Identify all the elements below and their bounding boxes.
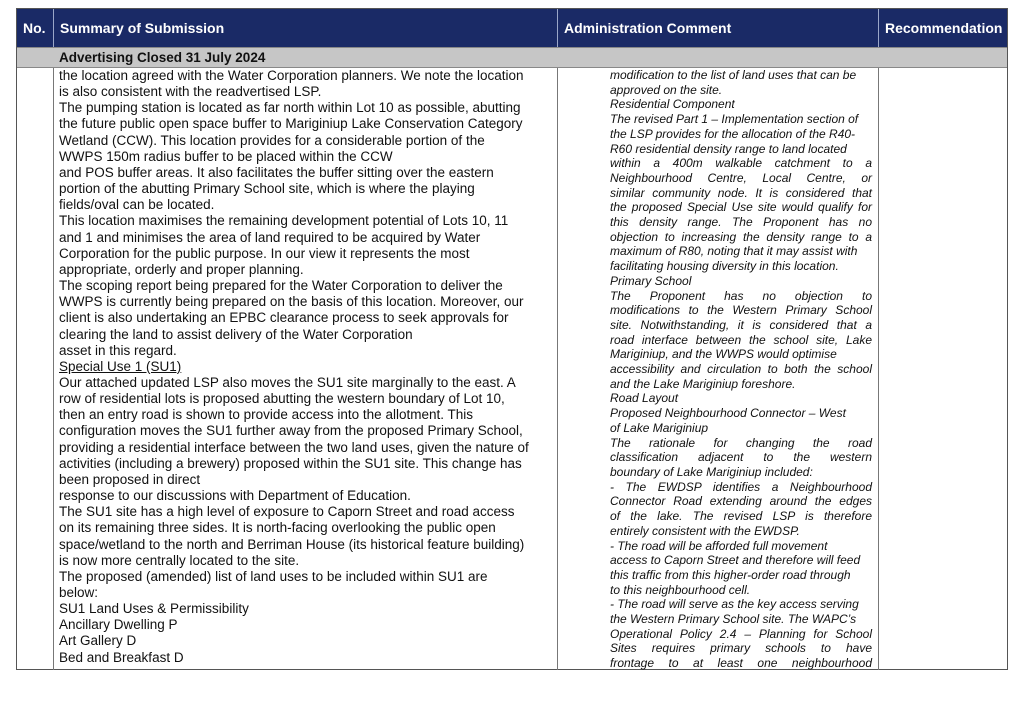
admin-comment-line: the Western Primary School site. The WAPC’s [610,612,857,627]
summary-line: The proposed (amended) list of land uses to be included within SU1 are [59,568,488,584]
summary-line: been proposed in direct [59,471,201,487]
column-divider [878,68,879,670]
admin-comment-line: Mariginiup, and the WWPS would optimise [610,347,837,362]
admin-comment-line: access to Caporn Street and therefore will feed [610,553,861,568]
header-recommendation: Recommendation [885,20,1003,36]
admin-comment-line: facilitating housing diversity in this location. [610,259,839,274]
submissions-table [16,8,1008,670]
admin-comment-line: within a 400m walkable catchment to a [610,156,872,171]
summary-line: client is also undertaking an EPBC clearance process to seek approvals for [59,310,509,326]
admin-comment-line: of the lake. The revised LSP is therefore [610,509,872,524]
table-header [17,9,1007,47]
summary-line: The pumping station is located as far north within Lot 10 as possible, abutting [59,100,521,116]
summary-line: and POS buffer areas. It also facilitates the buffer sitting over the eastern [59,164,494,180]
admin-comment-line: the proposed Special Use site would qualify for [610,200,872,215]
summary-line: row of residential lots is proposed abutting the western boundary of Lot 10, [59,391,505,407]
admin-comment-line: - The road will serve as the key access serving [610,597,859,612]
admin-comment-line: Road Layout [610,391,679,406]
summary-line: Bed and Breakfast D [59,649,184,665]
admin-comment-line: this density range. The Proponent has no [610,215,872,230]
summary-line: Corporation for the public purpose. In our view it represents the most [59,245,470,261]
summary-line: Wetland (CCW). This location provides for a considerable portion of the [59,132,485,148]
admin-comment-line: Residential Component [610,97,735,112]
column-divider [557,68,558,670]
admin-comment-line: boundary of Lake Mariginiup included: [610,464,813,479]
admin-comment-line: similar community node. It is considered that [610,185,872,200]
admin-comment-line: - The EWDSP identifies a Neighbourhood [610,479,872,494]
summary-line: is also consistent with the readvertised LSP. [59,84,322,100]
admin-comment-line: and the Lake Mariginiup foreshore. [610,376,796,391]
admin-comment-line: Neighbourhood Centre, Local Centre, or [610,170,872,185]
admin-comment-line: Connector Road extending around the edges [610,494,872,509]
admin-comment-line: to this neighbourhood cell. [610,582,751,597]
admin-comment-line: The revised Part 1 – Implementation section of [610,112,859,127]
admin-comment-line: entirely consistent with the EWDSP. [610,523,800,538]
summary-line: clearing the land to assist delivery of the Water Corporation [59,326,413,342]
summary-line: WWPS 150m radius buffer to be placed within the CCW [59,148,393,164]
summary-line: This location maximises the remaining development potential of Lots 10, 11 [59,213,509,229]
admin-comment-line: R60 residential density range to land located [610,141,847,156]
admin-comment-line: maximum of R80, noting that it may assist with [610,244,858,259]
admin-comment-line: Sites requires primary schools to have [610,641,872,656]
summary-line: WWPS is currently being prepared on the basis of this location. Moreover, our [59,294,524,310]
header-admin-comment: Administration Comment [564,20,732,36]
admin-comment-line: The rationale for changing the road [610,435,872,450]
administration-comment-cell [610,68,872,671]
summary-line: Special Use 1 (SU1) [59,358,182,374]
admin-comment-line: modifications to the Western Primary School [610,303,872,318]
summary-line: SU1 Land Uses & Permissibility [59,601,249,617]
summary-line: configuration moves the SU1 further away from the proposed Primary School, [59,423,523,439]
admin-comment-line: approved on the site. [610,82,723,97]
admin-comment-line: of Lake Mariginiup [610,420,709,435]
summary-line: asset in this regard. [59,342,177,358]
admin-comment-line: classification adjacent to the western [610,450,872,465]
summary-line: then an entry road is shown to provide access into the allotment. This [59,407,473,423]
summary-line: the location agreed with the Water Corporation planners. We note the location [59,68,524,83]
admin-comment-line: site. Notwithstanding, it is considered that a [610,317,872,332]
summary-line: fields/oval can be located. [59,197,215,213]
summary-line: portion of the abutting Primary School site, which is where the playing [59,181,475,197]
admin-comment-line: frontage to at least one neighbourhood [610,656,872,671]
section-row [17,47,1007,68]
admin-comment-line: modification to the list of land uses that can be [610,68,857,82]
summary-line: providing a residential interface between the two land uses, given the nature of [59,439,529,455]
column-divider [53,68,54,670]
admin-comment-line: Proposed Neighbourhood Connector – West [610,406,846,421]
admin-comment-line: Primary School [610,273,692,288]
summary-line: The scoping report being prepared for the Water Corporation to deliver the [59,278,503,294]
summary-line: activities (including a brewery) proposed within the SU1 site. This change has [59,455,522,471]
summary-line: Art Gallery D [59,633,137,649]
admin-comment-line: accessibility and circulation to both the school [610,362,872,377]
summary-line: response to our discussions with Department of Education. [59,488,411,504]
summary-line: space/wetland to the north and Berriman House (its historical feature building) [59,536,525,552]
admin-comment-line: Operational Policy 2.4 – Planning for School [610,626,872,641]
admin-comment-line: road interface between the school site, Lake [610,332,872,347]
admin-comment-line: objection to increasing the density range to a [610,229,872,244]
admin-comment-line: - The road will be afforded full movement [610,538,828,553]
summary-line: Ancillary Dwelling P [59,617,178,633]
summary-line: the future public open space buffer to Mariginiup Lake Conservation Category [59,116,523,132]
summary-line: Our attached updated LSP also moves the SU1 site marginally to the east. A [59,374,516,390]
summary-line: The SU1 site has a high level of exposure to Caporn Street and road access [59,504,515,520]
admin-comment-line: The Proponent has no objection to [610,288,872,303]
summary-line: appropriate, orderly and proper planning. [59,261,304,277]
section-label: Advertising Closed 31 July 2024 [59,50,266,65]
header-summary: Summary of Submission [60,20,225,36]
summary-line: below: [59,585,99,600]
summary-of-submission-cell [59,68,555,666]
summary-line: on its remaining three sides. It is north-facing overlooking the public open [59,520,496,536]
summary-line: is now more centrally located to the site. [59,552,300,568]
summary-line: and 1 and minimises the area of land required to be acquired by Water [59,229,481,245]
admin-comment-line: the LSP provides for the allocation of the R40- [610,126,856,141]
header-no: No. [23,20,46,36]
admin-comment-line: this traffic from this higher-order road through [610,567,851,582]
